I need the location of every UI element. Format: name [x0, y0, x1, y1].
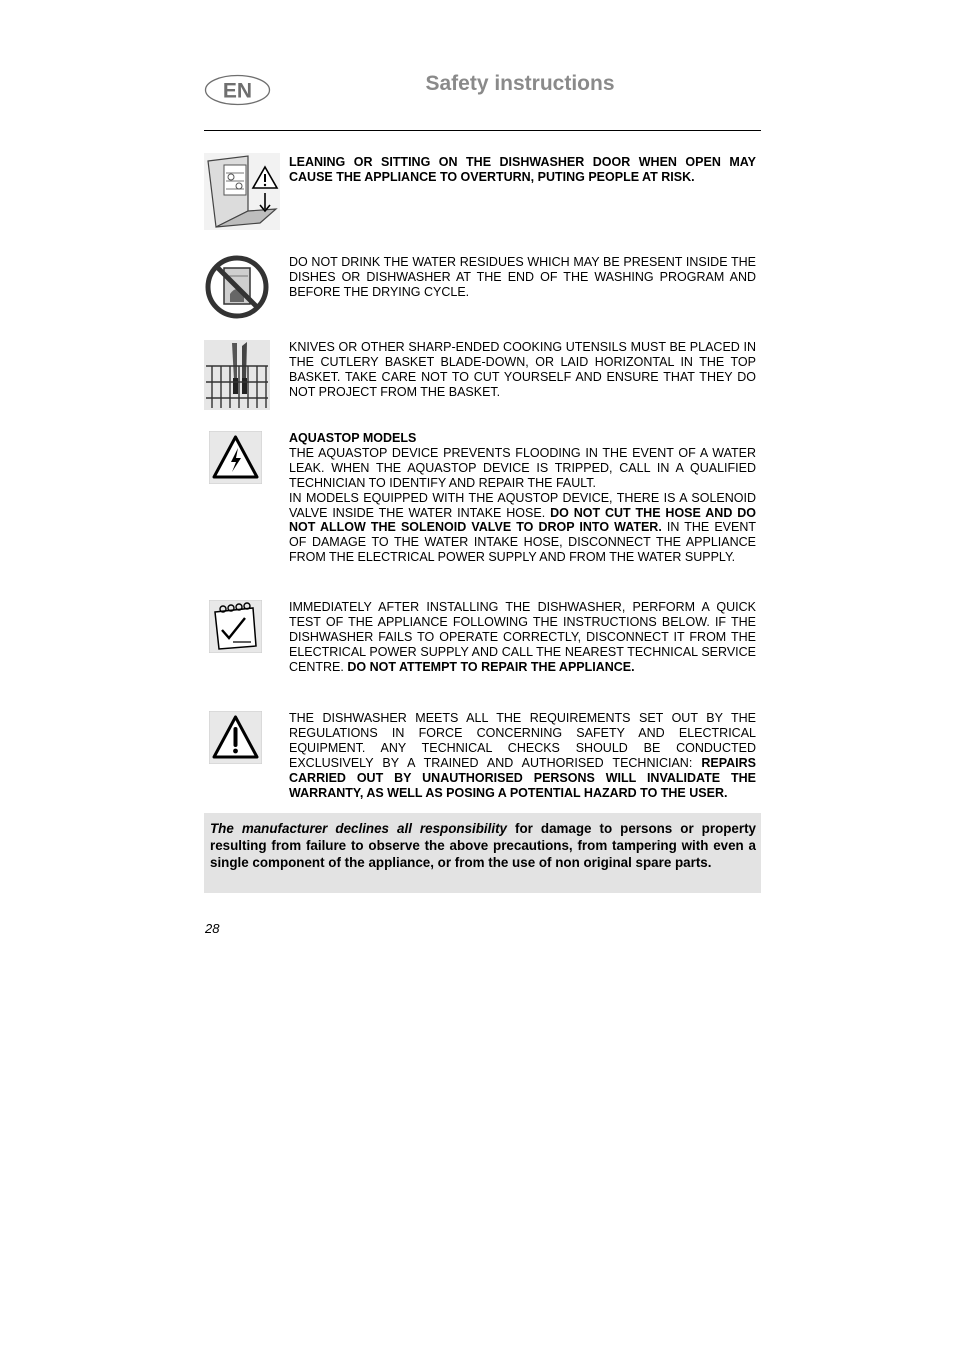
bold-run: DO NOT ATTEMPT TO REPAIR THE APPLIANCE.	[347, 659, 635, 674]
section-regulations-text	[289, 711, 756, 800]
paragraph	[289, 711, 756, 800]
language-badge-label: EN	[222, 79, 253, 103]
paragraph	[289, 600, 756, 675]
bold-run: LEANING OR SITTING ON THE DISHWASHER DOOR WHEN OPEN MAY CAUSE THE APPLIANCE TO OVERTURN, PUTING PEOPLE AT RISK.	[289, 155, 756, 184]
section-knives-text	[289, 340, 756, 400]
checklist-notepad-icon	[209, 600, 262, 653]
dishwasher-door-warning-icon	[204, 153, 280, 230]
text-run: DO NOT DRINK THE WATER RESIDUES WHICH MAY BE PRESENT INSIDE THE DISHES OR DISHWASHER AT THE END OF THE WASHING PROGRAM AND BEFORE THE DRYING CYCLE.	[289, 255, 756, 299]
liability-notice-lead: The manufacturer declines all responsibility	[210, 821, 507, 836]
paragraph	[289, 491, 756, 566]
header-divider	[204, 130, 761, 131]
language-badge	[204, 74, 271, 106]
liability-notice-text	[210, 820, 756, 871]
section-test-text	[289, 600, 756, 675]
paragraph	[289, 255, 756, 300]
text-run: IMMEDIATELY AFTER INSTALLING THE DISHWASHER, PERFORM A QUICK TEST OF THE APPLIANCE FOLLOWING THE INSTRUCTIONS BELOW. IF THE DISHWASHER FAILS TO OPERATE CORRECTLY, DISCONNECT IT FROM THE ELECTRICAL POWER SUPPLY AND CALL THE NEAREST TECHNICAL SERVICE CENTRE.	[289, 600, 756, 674]
section-water-text	[289, 255, 756, 300]
liability-notice	[204, 813, 761, 893]
paragraph	[289, 431, 756, 446]
language-badge-oval	[204, 74, 271, 106]
bold-run: AQUASTOP MODELS	[289, 431, 417, 445]
general-warning-icon	[209, 711, 262, 764]
page-number: 28	[205, 921, 220, 936]
paragraph	[289, 340, 756, 400]
text-run: IN THE EVENT OF DAMAGE TO THE WATER INTAKE HOSE, DISCONNECT THE APPLIANCE FROM THE ELECTRICAL POWER SUPPLY AND FROM THE WATER SUPPLY.	[289, 520, 756, 565]
paragraph	[289, 155, 756, 185]
text-run: THE DISHWASHER MEETS ALL THE REQUIREMENTS SET OUT BY THE REGULATIONS IN FORCE CONCERNING SAFETY AND ELECTRICAL EQUIPMENT. ANY TECHNICAL CHECKS SHOULD BE CONDUCTED EXCLUSIVELY BY A TRAINED AND AUTHORISED TECHNICIAN:	[289, 711, 756, 770]
bold-run: REPAIRS CARRIED OUT BY UNAUTHORISED PERSONS WILL INVALIDATE THE WARRANTY, AS WELL AS POSING A POTENTIAL HAZARD TO THE USER.	[289, 755, 756, 800]
bold-run: DO NOT CUT THE HOSE AND DO NOT ALLOW THE SOLENOID VALVE TO DROP INTO WATER.	[289, 505, 756, 535]
section-aquastop-text	[289, 431, 756, 565]
text-run: THE AQUASTOP DEVICE PREVENTS FLOODING IN THE EVENT OF A WATER LEAK. WHEN THE AQUASTOP DEVICE IS TRIPPED, CALL IN A QUALIFIED TECHNICIAN TO IDENTIFY AND REPAIR THE FAULT.	[289, 445, 756, 490]
text-run: KNIVES OR OTHER SHARP-ENDED COOKING UTENSILS MUST BE PLACED IN THE CUTLERY BASKET BLADE-DOWN, OR LAID HORIZONTAL IN THE TOP BASKET. TAKE CARE NOT TO CUT YOURSELF AND ENSURE THAT THEY DO NOT PROJECT FROM THE BASKET.	[289, 340, 756, 399]
text-run: IN MODELS EQUIPPED WITH THE AQUSTOP DEVICE, THERE IS A SOLENOID VALVE INSIDE THE WATER INTAKE HOSE.	[289, 490, 756, 520]
cutlery-basket-knives-icon	[204, 340, 270, 410]
electrical-hazard-icon	[209, 431, 262, 484]
page-title: Safety instructions	[425, 72, 615, 95]
liability-notice-body: for damage to persons or property resulting from failure to observe the above precautions, from tampering with even a single component of the appliance, or from the use of non original spare parts.	[210, 821, 756, 870]
section-door-text	[289, 155, 756, 185]
paragraph	[289, 446, 756, 491]
no-drinking-icon	[204, 254, 270, 320]
